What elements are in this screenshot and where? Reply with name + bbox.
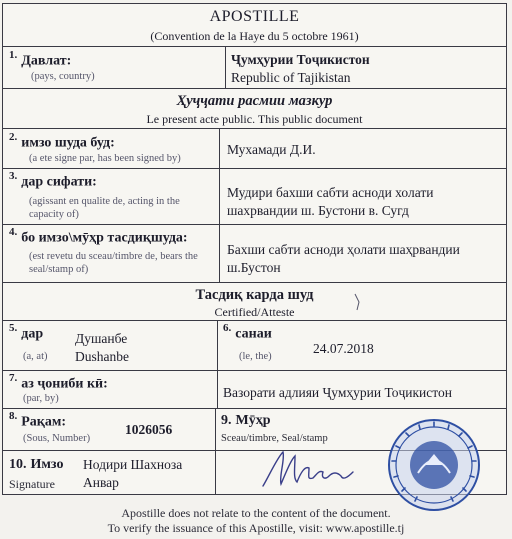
country-sublabel: (pays, country): [31, 71, 95, 82]
signed-by-label: имзо шуда буд:: [21, 135, 115, 151]
signed-by-row: [3, 129, 506, 169]
apostille-form: [2, 3, 507, 495]
seal-label: Мӯҳр: [235, 413, 271, 428]
issued-by-value: Вазорати адлияи Ҷумҳурии Тоҷикистон: [223, 385, 452, 400]
field-number: 1.: [9, 49, 18, 61]
issued-by-row: [3, 371, 506, 409]
form-subtitle: (Convention de la Haye du 5 octobre 1961): [150, 29, 359, 43]
capacity-sublabel: (agissant en qualite de, acting in the capacity of): [29, 196, 180, 220]
seal-of-label: бо имзо\мӯҳр тасдиқшуда:: [21, 230, 188, 246]
seal-of-row: [3, 225, 506, 283]
field-number: 8.: [9, 410, 18, 422]
place-value-en: Dushanbe: [75, 349, 129, 364]
signed-by-sublabel: (a ete signe par, has been signed by): [29, 153, 181, 164]
country-label: Давлат:: [21, 53, 72, 69]
place-sublabel: (a, at): [23, 351, 48, 362]
country-value-tj: Ҷумҳурии Тоҷикистон: [231, 52, 370, 67]
date-value: 24.07.2018: [313, 341, 374, 356]
certified-subtitle: Certified/Atteste: [214, 305, 295, 319]
seal-sublabel: Sceau/timbre, Seal/stamp: [221, 433, 328, 444]
number-value: 1026056: [125, 422, 173, 437]
capacity-label: дар сифати:: [21, 174, 97, 190]
field-number: 10.: [9, 457, 27, 472]
public-document-row: [3, 89, 506, 129]
date-label: санаи: [235, 326, 272, 342]
date-sublabel: (le, the): [239, 351, 272, 362]
capacity-row: [3, 169, 506, 225]
signer-name-line1: Нодири Шахноза: [83, 457, 183, 472]
footer-disclaimer: Apostille does not relate to the content of the document.: [121, 506, 391, 520]
issued-by-label: аз ҷониби кӣ:: [21, 376, 108, 392]
field-number: 2.: [9, 131, 18, 143]
seal-of-value: Бахши сабти асноди ҳолати шаҳрвандии ш.Бустон: [227, 242, 460, 275]
field-number: 9.: [221, 413, 232, 428]
field-number: 3.: [9, 170, 18, 182]
handwritten-signature-icon: [259, 446, 359, 492]
issued-by-sublabel: (par, by): [23, 393, 59, 404]
place-label: дар: [21, 326, 44, 342]
pen-mark-icon: [353, 292, 363, 312]
signer-name-line2: Анвар: [83, 475, 119, 490]
country-value-en: Republic of Tajikistan: [231, 70, 351, 85]
section-title: Ҳуҷҷати расмии мазкур: [176, 93, 333, 109]
certified-title: Тасдиқ карда шуд: [195, 287, 314, 303]
signed-by-value: Мухамади Д.И.: [227, 142, 316, 157]
capacity-value: Мудири бахши сабти асноди холати шахрвандии ш. Бустони в. Сугд: [227, 185, 434, 218]
number-label: Рақам:: [21, 414, 67, 430]
number-sublabel: (Sous, Number): [23, 433, 91, 444]
field-number: 4.: [9, 226, 18, 238]
form-title: APOSTILLE: [209, 8, 300, 25]
field-number: 7.: [9, 372, 18, 384]
field-number: 5.: [9, 322, 18, 334]
certified-row: [3, 283, 506, 321]
official-seal-icon: [387, 418, 481, 512]
footer-verify: To verify the issuance of this Apostille, visit: www.apostille.tj: [107, 521, 405, 535]
country-row: [3, 47, 506, 89]
place-date-row: [3, 321, 506, 371]
seal-of-sublabel: (est revetu du sceau/timbre de, bears the seal/stamp of): [29, 251, 198, 275]
section-subtitle: Le present acte public. This public document: [146, 112, 363, 126]
header-row: [3, 4, 506, 47]
place-value-tj: Душанбе: [75, 331, 128, 346]
signature-sublabel: Signature: [9, 477, 55, 491]
signature-label: Имзо: [30, 457, 64, 472]
field-number: 6.: [223, 322, 232, 334]
